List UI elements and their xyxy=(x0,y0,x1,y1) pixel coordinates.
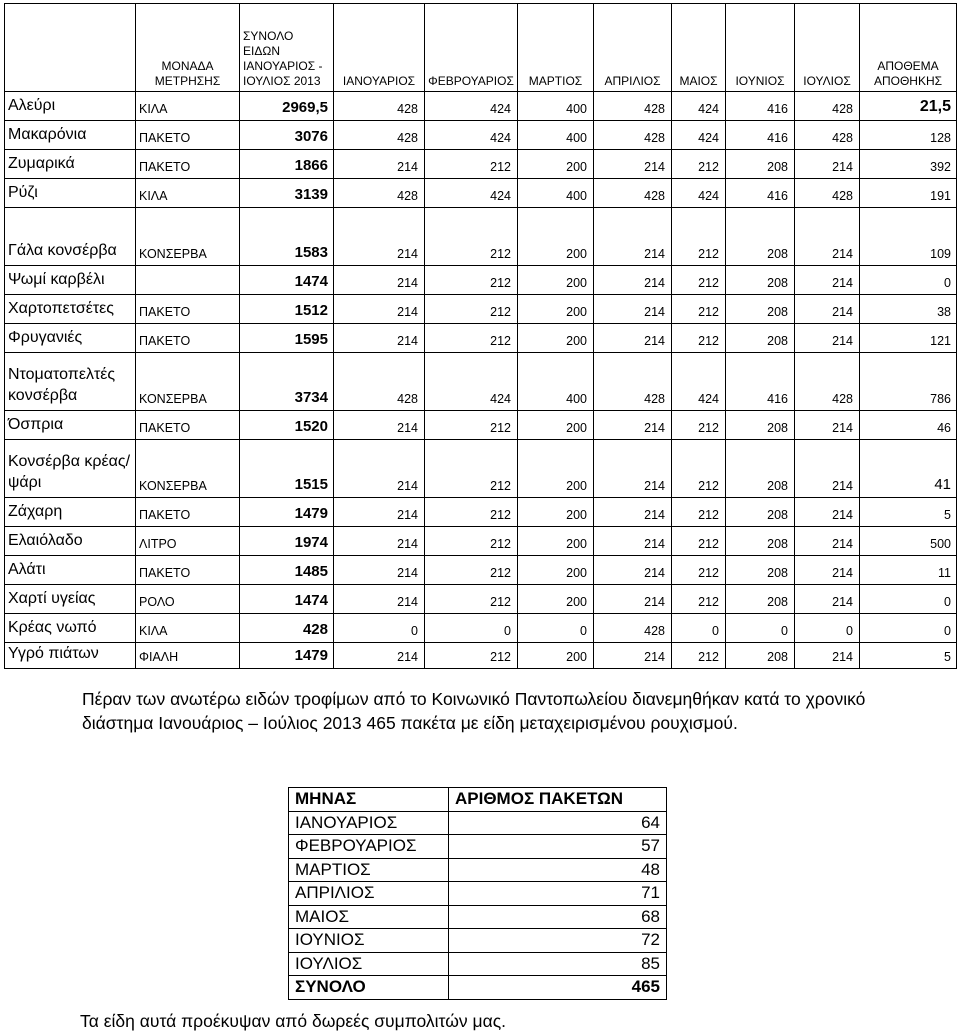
month-cell: 214 xyxy=(594,324,672,353)
month-cell: 428 xyxy=(334,92,425,121)
table-body xyxy=(5,92,957,669)
header-month: ΜΑΙΟΣ xyxy=(672,4,726,92)
month-cell: 214 xyxy=(594,556,672,585)
total-cell: 1866 xyxy=(240,150,334,179)
month-cell: 0 xyxy=(334,614,425,643)
month-cell: 214 xyxy=(594,266,672,295)
total-cell: 1479 xyxy=(240,498,334,527)
month-cell: 200 xyxy=(518,150,594,179)
month-cell: 428 xyxy=(334,353,425,411)
header-month: ΦΕΒΡΟΥΑΡΙΟΣ xyxy=(425,4,518,92)
month-cell: 212 xyxy=(672,440,726,498)
month-cell: 424 xyxy=(672,121,726,150)
table-row xyxy=(5,411,957,440)
month-cell: 0 xyxy=(425,614,518,643)
month-cell: 212 xyxy=(672,324,726,353)
month-cell: 214 xyxy=(795,324,860,353)
total-cell: 1512 xyxy=(240,295,334,324)
month-cell: 424 xyxy=(425,353,518,411)
header-stock: ΑΠΟΘΕΜΑ ΑΠΟΘΗΚΗΣ xyxy=(860,4,957,92)
donations-footer: Τα είδη αυτά προέκυψαν από δωρεές συμπολιτών μας. xyxy=(80,1011,506,1031)
packets-count: 465 xyxy=(449,976,667,1000)
month-cell: 212 xyxy=(672,498,726,527)
month-cell: 212 xyxy=(425,556,518,585)
month-cell: 214 xyxy=(594,411,672,440)
month-cell: 214 xyxy=(594,498,672,527)
total-cell: 1520 xyxy=(240,411,334,440)
total-cell: 1974 xyxy=(240,527,334,556)
table-row xyxy=(5,208,957,266)
month-cell: 208 xyxy=(726,208,795,266)
month-cell: 212 xyxy=(425,324,518,353)
unit-cell: ΦΙΑΛΗ xyxy=(136,643,240,669)
table-row xyxy=(5,353,957,411)
stock-cell: 191 xyxy=(860,179,957,208)
header-month: ΙΑΝΟΥΑΡΙΟΣ xyxy=(334,4,425,92)
clothing-note: Πέραν των ανωτέρω ειδών τροφίμων από το Κοινωνικό Παντοπωλείου διανεμηθήκαν κατά το χρονικό διάστημα Ιανουάριος – Ιούλιος 2013 465 πακέτα με είδη μεταχειρισμένου ρουχισμού. xyxy=(82,689,866,733)
month-cell: 214 xyxy=(334,208,425,266)
unit-cell: ΚΙΛΑ xyxy=(136,179,240,208)
unit-cell: ΚΙΛΑ xyxy=(136,92,240,121)
header-product xyxy=(5,4,136,92)
unit-cell: ΚΟΝΣΕΡΒΑ xyxy=(136,353,240,411)
total-cell: 1479 xyxy=(240,643,334,669)
month-cell: 208 xyxy=(726,556,795,585)
packets-count: 64 xyxy=(449,811,667,835)
total-cell: 1485 xyxy=(240,556,334,585)
table-row xyxy=(5,150,957,179)
unit-cell: ΠΑΚΕΤΟ xyxy=(136,498,240,527)
packets-month: ΦΕΒΡΟΥΑΡΙΟΣ xyxy=(289,835,449,859)
total-cell: 1474 xyxy=(240,585,334,614)
month-cell: 400 xyxy=(518,92,594,121)
table-row xyxy=(5,295,957,324)
month-cell: 214 xyxy=(334,643,425,669)
packets-row xyxy=(289,929,667,953)
month-cell: 214 xyxy=(334,411,425,440)
month-cell: 214 xyxy=(594,208,672,266)
table-row xyxy=(5,266,957,295)
total-cell: 1583 xyxy=(240,208,334,266)
month-cell: 200 xyxy=(518,324,594,353)
packets-count: 48 xyxy=(449,858,667,882)
month-cell: 214 xyxy=(334,556,425,585)
total-cell: 2969,5 xyxy=(240,92,334,121)
table-row xyxy=(5,585,957,614)
stock-cell: 786 xyxy=(860,353,957,411)
total-cell: 3139 xyxy=(240,179,334,208)
month-cell: 428 xyxy=(594,92,672,121)
month-cell: 214 xyxy=(795,585,860,614)
packets-month: ΜΑΙΟΣ xyxy=(289,905,449,929)
month-cell: 208 xyxy=(726,585,795,614)
month-cell: 200 xyxy=(518,440,594,498)
month-cell: 214 xyxy=(334,324,425,353)
month-cell: 208 xyxy=(726,324,795,353)
total-cell: 1595 xyxy=(240,324,334,353)
table-row xyxy=(5,498,957,527)
month-cell: 214 xyxy=(334,295,425,324)
packets-header-row xyxy=(289,788,667,812)
total-cell: 3076 xyxy=(240,121,334,150)
table-row xyxy=(5,643,957,669)
month-cell: 424 xyxy=(672,179,726,208)
month-cell: 214 xyxy=(795,411,860,440)
month-cell: 0 xyxy=(726,614,795,643)
table-row xyxy=(5,556,957,585)
month-cell: 214 xyxy=(795,643,860,669)
month-cell: 416 xyxy=(726,179,795,208)
month-cell: 424 xyxy=(672,353,726,411)
table-row xyxy=(5,121,957,150)
month-cell: 428 xyxy=(795,353,860,411)
month-cell: 428 xyxy=(795,121,860,150)
month-cell: 416 xyxy=(726,92,795,121)
product-name: Φρυγανιές xyxy=(5,324,136,353)
header-month: ΑΠΡΙΛΙΟΣ xyxy=(594,4,672,92)
month-cell: 212 xyxy=(672,585,726,614)
month-cell: 208 xyxy=(726,527,795,556)
month-cell: 428 xyxy=(594,614,672,643)
month-cell: 214 xyxy=(795,295,860,324)
unit-cell: ΚΟΝΣΕΡΒΑ xyxy=(136,440,240,498)
unit-cell: ΚΙΛΑ xyxy=(136,614,240,643)
month-cell: 212 xyxy=(425,295,518,324)
stock-cell: 5 xyxy=(860,643,957,669)
month-cell: 212 xyxy=(672,556,726,585)
packets-row xyxy=(289,952,667,976)
month-cell: 208 xyxy=(726,150,795,179)
header-total: ΣΥΝΟΛΟ ΕΙΔΩΝ ΙΑΝΟΥΑΡΙΟΣ - ΙΟΥΛΙΟΣ 2013 xyxy=(240,4,334,92)
month-cell: 214 xyxy=(594,643,672,669)
month-cell: 214 xyxy=(594,527,672,556)
packets-header-count: ΑΡΙΘΜΟΣ ΠΑΚΕΤΩΝ xyxy=(449,788,667,812)
month-cell: 214 xyxy=(795,527,860,556)
table-row xyxy=(5,527,957,556)
total-cell: 1515 xyxy=(240,440,334,498)
month-cell: 212 xyxy=(425,208,518,266)
month-cell: 214 xyxy=(594,585,672,614)
packets-count: 71 xyxy=(449,882,667,906)
month-cell: 428 xyxy=(795,92,860,121)
month-cell: 424 xyxy=(425,121,518,150)
packets-month: ΙΑΝΟΥΑΡΙΟΣ xyxy=(289,811,449,835)
month-cell: 200 xyxy=(518,498,594,527)
table-row xyxy=(5,92,957,121)
stock-cell: 38 xyxy=(860,295,957,324)
table-row xyxy=(5,179,957,208)
stock-cell: 128 xyxy=(860,121,957,150)
product-name: Γάλα κονσέρβα xyxy=(5,208,136,266)
product-name: Αλάτι xyxy=(5,556,136,585)
month-cell: 214 xyxy=(594,150,672,179)
packets-body xyxy=(289,788,667,1000)
month-cell: 424 xyxy=(672,92,726,121)
packets-row xyxy=(289,811,667,835)
stock-cell: 392 xyxy=(860,150,957,179)
month-cell: 200 xyxy=(518,266,594,295)
month-cell: 212 xyxy=(672,266,726,295)
total-cell: 428 xyxy=(240,614,334,643)
month-cell: 214 xyxy=(334,150,425,179)
month-cell: 424 xyxy=(425,179,518,208)
month-cell: 208 xyxy=(726,440,795,498)
packets-row xyxy=(289,882,667,906)
month-cell: 212 xyxy=(672,643,726,669)
unit-cell: ΛΙΤΡΟ xyxy=(136,527,240,556)
month-cell: 428 xyxy=(594,179,672,208)
month-cell: 200 xyxy=(518,527,594,556)
month-cell: 200 xyxy=(518,556,594,585)
product-name: Αλεύρι xyxy=(5,92,136,121)
packets-month: ΙΟΥΝΙΟΣ xyxy=(289,929,449,953)
header-row xyxy=(5,4,957,92)
month-cell: 214 xyxy=(594,295,672,324)
month-cell: 212 xyxy=(425,440,518,498)
product-name: Ντοματοπελτές κονσέρβα xyxy=(5,353,136,411)
total-cell: 1474 xyxy=(240,266,334,295)
unit-cell: ΚΟΝΣΕΡΒΑ xyxy=(136,208,240,266)
month-cell: 428 xyxy=(594,121,672,150)
month-cell: 208 xyxy=(726,498,795,527)
unit-cell xyxy=(136,266,240,295)
total-cell: 3734 xyxy=(240,353,334,411)
month-cell: 428 xyxy=(594,353,672,411)
month-cell: 212 xyxy=(425,411,518,440)
unit-cell: ΠΑΚΕΤΟ xyxy=(136,556,240,585)
table-row xyxy=(5,440,957,498)
month-cell: 212 xyxy=(672,295,726,324)
stock-cell: 500 xyxy=(860,527,957,556)
month-cell: 0 xyxy=(518,614,594,643)
month-cell: 214 xyxy=(795,440,860,498)
packets-header-month: ΜΗΝΑΣ xyxy=(289,788,449,812)
unit-cell: ΡΟΛΟ xyxy=(136,585,240,614)
header-month: ΙΟΥΛΙΟΣ xyxy=(795,4,860,92)
header-month: ΜΑΡΤΙΟΣ xyxy=(518,4,594,92)
month-cell: 214 xyxy=(334,527,425,556)
month-cell: 400 xyxy=(518,179,594,208)
stock-cell: 46 xyxy=(860,411,957,440)
packets-month: ΣΥΝΟΛΟ xyxy=(289,976,449,1000)
month-cell: 208 xyxy=(726,266,795,295)
stock-cell: 5 xyxy=(860,498,957,527)
month-cell: 212 xyxy=(672,208,726,266)
header-month: ΙΟΥΝΙΟΣ xyxy=(726,4,795,92)
month-cell: 212 xyxy=(425,266,518,295)
month-cell: 214 xyxy=(334,440,425,498)
stock-cell: 41 xyxy=(860,440,957,498)
product-name: Ρύζι xyxy=(5,179,136,208)
product-name: Μακαρόνια xyxy=(5,121,136,150)
packets-month: ΜΑΡΤΙΟΣ xyxy=(289,858,449,882)
month-cell: 416 xyxy=(726,353,795,411)
month-cell: 428 xyxy=(334,179,425,208)
packets-row xyxy=(289,905,667,929)
month-cell: 200 xyxy=(518,585,594,614)
stock-cell: 121 xyxy=(860,324,957,353)
packets-count: 68 xyxy=(449,905,667,929)
month-cell: 212 xyxy=(425,150,518,179)
distribution-table xyxy=(4,3,957,669)
month-cell: 208 xyxy=(726,411,795,440)
unit-cell: ΠΑΚΕΤΟ xyxy=(136,324,240,353)
month-cell: 0 xyxy=(795,614,860,643)
month-cell: 200 xyxy=(518,208,594,266)
product-name: Ζάχαρη xyxy=(5,498,136,527)
unit-cell: ΠΑΚΕΤΟ xyxy=(136,121,240,150)
month-cell: 212 xyxy=(672,527,726,556)
month-cell: 214 xyxy=(795,498,860,527)
month-cell: 214 xyxy=(594,440,672,498)
product-name: Ζυμαρικά xyxy=(5,150,136,179)
month-cell: 214 xyxy=(334,266,425,295)
month-cell: 208 xyxy=(726,295,795,324)
packets-month: ΑΠΡΙΛΙΟΣ xyxy=(289,882,449,906)
stock-cell: 109 xyxy=(860,208,957,266)
product-name: Κονσέρβα κρέας/ψάρι xyxy=(5,440,136,498)
month-cell: 200 xyxy=(518,295,594,324)
packets-total-row xyxy=(289,976,667,1000)
unit-cell: ΠΑΚΕΤΟ xyxy=(136,295,240,324)
month-cell: 214 xyxy=(334,585,425,614)
packets-row xyxy=(289,835,667,859)
packets-count: 57 xyxy=(449,835,667,859)
month-cell: 214 xyxy=(795,556,860,585)
month-cell: 212 xyxy=(672,411,726,440)
packets-count: 72 xyxy=(449,929,667,953)
packets-month: ΙΟΥΛΙΟΣ xyxy=(289,952,449,976)
packets-row xyxy=(289,858,667,882)
product-name: Υγρό πιάτων xyxy=(5,643,136,669)
month-cell: 212 xyxy=(425,585,518,614)
month-cell: 200 xyxy=(518,411,594,440)
stock-cell: 21,5 xyxy=(860,92,957,121)
month-cell: 212 xyxy=(425,498,518,527)
month-cell: 424 xyxy=(425,92,518,121)
month-cell: 428 xyxy=(795,179,860,208)
product-name: Χαρτί υγείας xyxy=(5,585,136,614)
unit-cell: ΠΑΚΕΤΟ xyxy=(136,150,240,179)
stock-cell: 11 xyxy=(860,556,957,585)
packets-table xyxy=(288,787,667,1000)
month-cell: 212 xyxy=(425,527,518,556)
product-name: Ελαιόλαδο xyxy=(5,527,136,556)
product-name: Όσπρια xyxy=(5,411,136,440)
table-row xyxy=(5,324,957,353)
month-cell: 400 xyxy=(518,353,594,411)
month-cell: 200 xyxy=(518,643,594,669)
month-cell: 428 xyxy=(334,121,425,150)
table-row xyxy=(5,614,957,643)
packets-count: 85 xyxy=(449,952,667,976)
month-cell: 214 xyxy=(795,266,860,295)
product-name: Ψωμί καρβέλι xyxy=(5,266,136,295)
month-cell: 214 xyxy=(795,150,860,179)
unit-cell: ΠΑΚΕΤΟ xyxy=(136,411,240,440)
month-cell: 212 xyxy=(672,150,726,179)
month-cell: 400 xyxy=(518,121,594,150)
product-name: Χαρτοπετσέτες xyxy=(5,295,136,324)
month-cell: 214 xyxy=(334,498,425,527)
month-cell: 214 xyxy=(795,208,860,266)
stock-cell: 0 xyxy=(860,585,957,614)
month-cell: 208 xyxy=(726,643,795,669)
month-cell: 0 xyxy=(672,614,726,643)
header-unit: ΜΟΝΑΔΑ ΜΕΤΡΗΣΗΣ xyxy=(136,4,240,92)
month-cell: 212 xyxy=(425,643,518,669)
stock-cell: 0 xyxy=(860,614,957,643)
stock-cell: 0 xyxy=(860,266,957,295)
month-cell: 416 xyxy=(726,121,795,150)
product-name: Κρέας νωπό xyxy=(5,614,136,643)
